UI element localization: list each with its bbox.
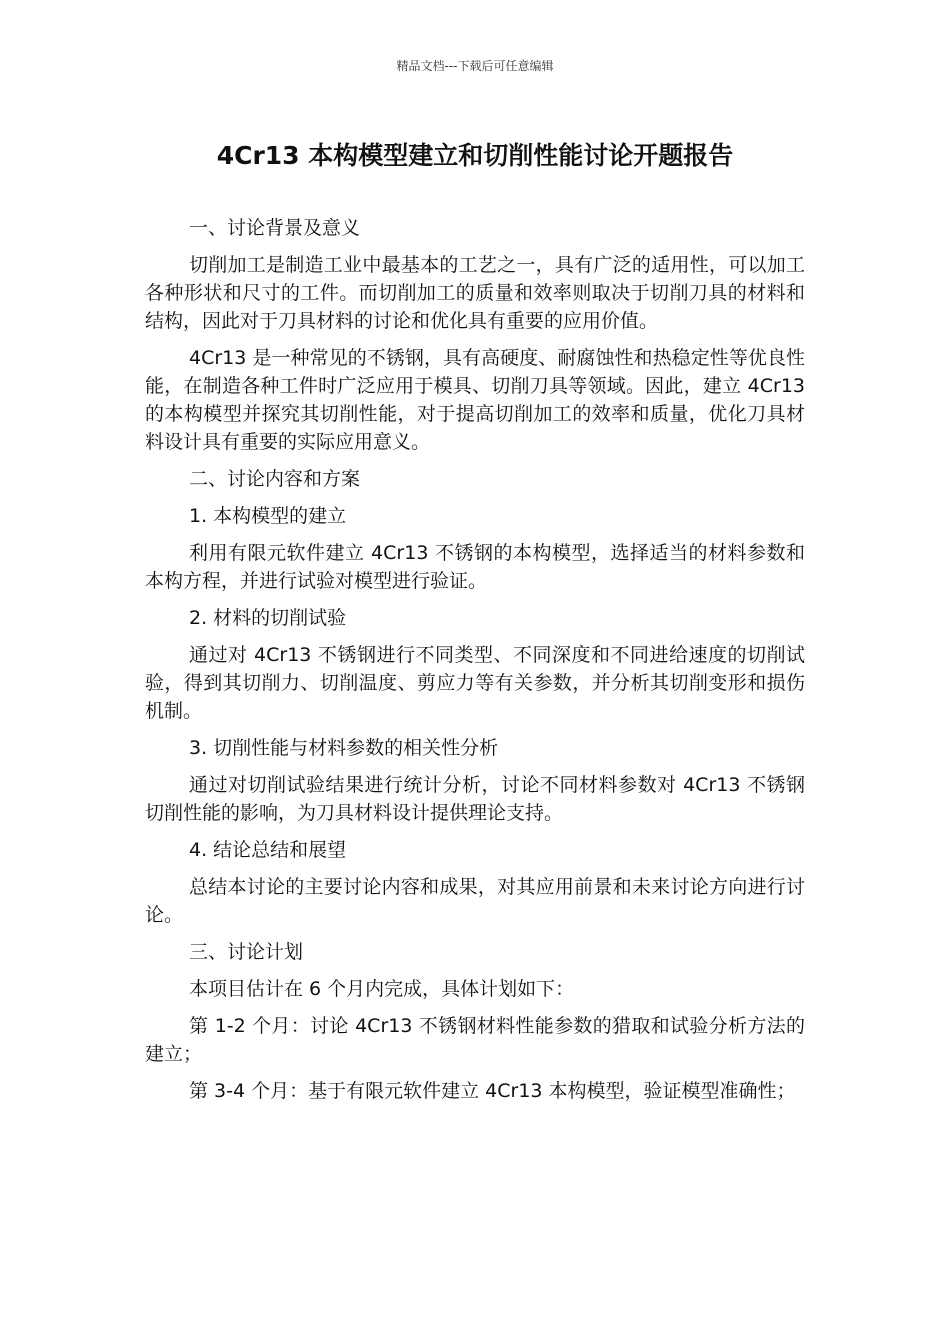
- paragraph-constitutive-model: 利用有限元软件建立 4Cr13 不锈钢的本构模型，选择适当的材料参数和本构方程，并进行试验对模型进行验证。: [145, 542, 805, 592]
- paragraph-correlation-analysis: 通过对切削试验结果进行统计分析，讨论不同材料参数对 4Cr13 不锈钢切削性能的影响，为刀具材料设计提供理论支持。: [145, 774, 805, 824]
- document-body: [145, 214, 805, 1114]
- paragraph-plan-intro: 本项目估计在 6 个月内完成，具体计划如下：: [189, 978, 575, 1000]
- subheading-constitutive-model: 1. 本构模型的建立: [189, 505, 347, 527]
- paragraph-plan-month-1-2: 第 1-2 个月：讨论 4Cr13 不锈钢材料性能参数的猎取和试验分析方法的建立；: [145, 1015, 805, 1065]
- section-heading-content: 二、讨论内容和方案: [189, 468, 361, 490]
- paragraph-cutting-intro: 切削加工是制造工业中最基本的工艺之一，具有广泛的适用性，可以加工各种形状和尺寸的工件。而切削加工的质量和效率则取决于切削刀具的材料和结构，因此对于刀具材料的讨论和优化具有重要的应用价值。: [145, 254, 805, 332]
- subheading-correlation-analysis: 3. 切削性能与材料参数的相关性分析: [189, 737, 499, 759]
- subheading-cutting-test: 2. 材料的切削试验: [189, 607, 347, 629]
- paragraph-cutting-test: 通过对 4Cr13 不锈钢进行不同类型、不同深度和不同进给速度的切削试验，得到其切削力、切削温度、剪应力等有关参数，并分析其切削变形和损伤机制。: [145, 644, 805, 722]
- document-title: 4Cr13 本构模型建立和切削性能讨论开题报告: [216, 141, 734, 170]
- paragraph-conclusion: 总结本讨论的主要讨论内容和成果，对其应用前景和未来讨论方向进行讨论。: [145, 876, 805, 926]
- paragraph-4cr13-intro: 4Cr13 是一种常见的不锈钢，具有高硬度、耐腐蚀性和热稳定性等优良性能，在制造各种工件时广泛应用于模具、切削刀具等领域。因此，建立 4Cr13 的本构模型并探究其切削性能，对于提高切削加工的效率和质量，优化刀具材料设计具有重要的实际应用意义。: [145, 347, 805, 453]
- section-heading-background: 一、讨论背景及意义: [189, 217, 361, 239]
- page-header-note: 精品文档---下载后可任意编辑: [396, 59, 554, 73]
- paragraph-plan-month-3-4: 第 3-4 个月：基于有限元软件建立 4Cr13 本构模型，验证模型准确性；: [189, 1080, 796, 1102]
- section-heading-plan: 三、讨论计划: [189, 941, 304, 963]
- subheading-conclusion: 4. 结论总结和展望: [189, 839, 347, 861]
